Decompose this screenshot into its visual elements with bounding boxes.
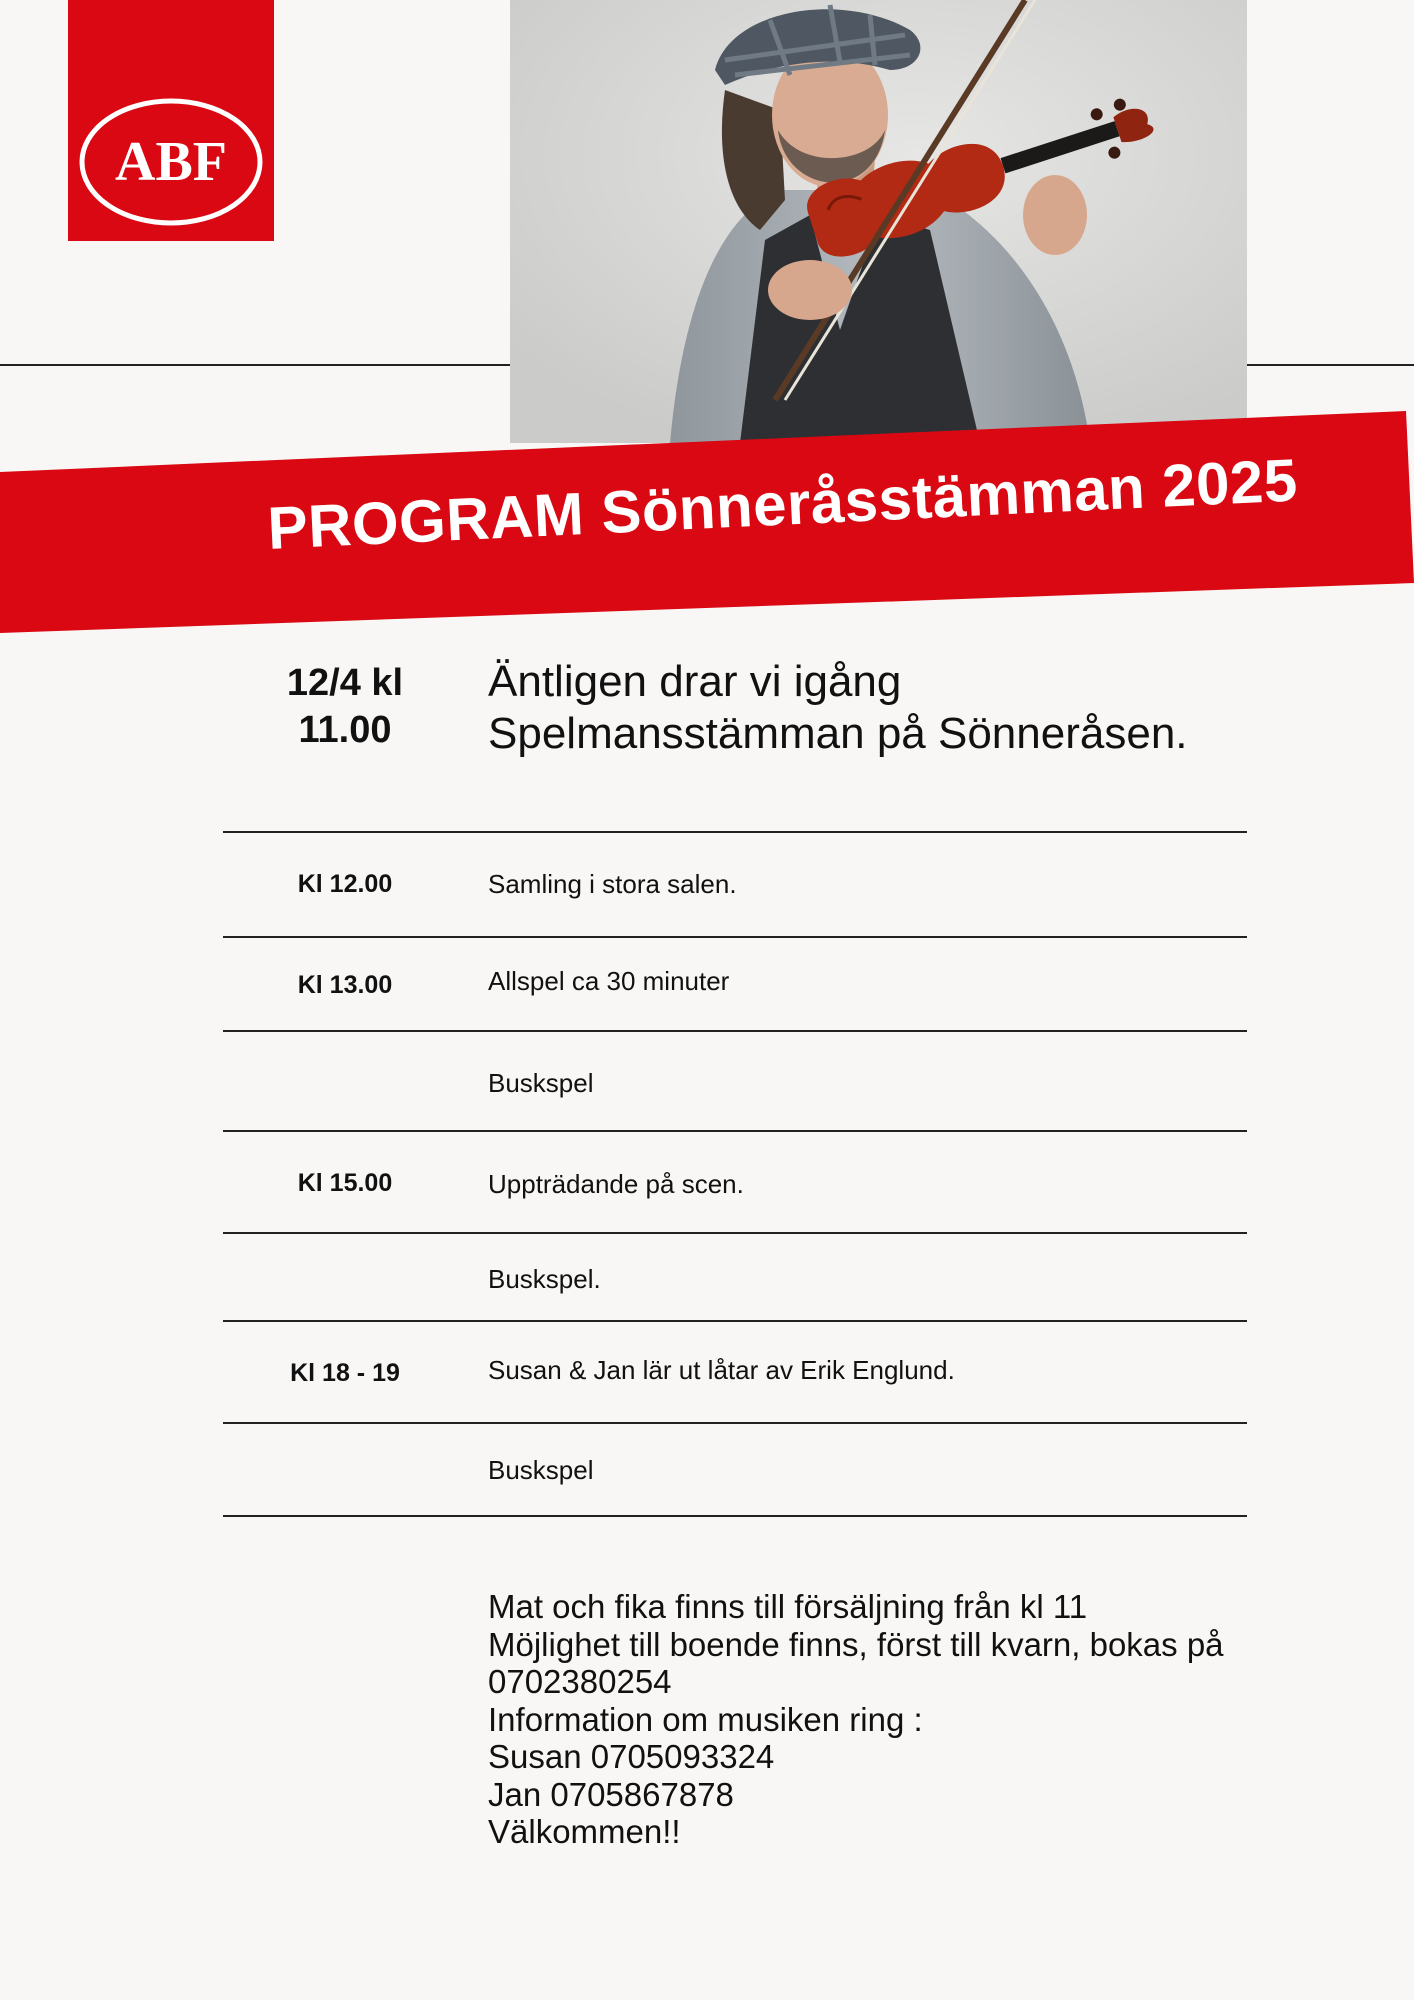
schedule-text: Samling i stora salen. (488, 869, 737, 899)
page-title: PROGRAM Sönneråsstämman 2025 (266, 446, 1300, 562)
table-divider (223, 936, 1247, 938)
table-divider (223, 1515, 1247, 1517)
table-divider (223, 1422, 1247, 1424)
table-divider (223, 831, 1247, 833)
schedule-time: Kl 12.00 (297, 870, 393, 898)
table-divider (223, 1232, 1247, 1234)
footer-info (488, 1588, 1248, 1851)
footer-line: Jan 0705867878 (488, 1775, 734, 1813)
schedule-text: Buskspel (488, 1068, 594, 1098)
intro-headline: Äntligen drar vi igång (488, 657, 902, 706)
schedule-text: Uppträdande på scen. (488, 1169, 744, 1199)
intro-time (250, 660, 440, 754)
table-divider (223, 1130, 1247, 1132)
intro-text (488, 656, 1248, 760)
table-divider (223, 1030, 1247, 1032)
schedule-text: Susan & Jan lär ut låtar av Erik Englund. (488, 1355, 955, 1385)
schedule-text: Allspel ca 30 minuter (488, 966, 730, 996)
footer-line: Mat och fika finns till försäljning från kl 11 (488, 1588, 1088, 1625)
footer-line: Välkommen!! (488, 1813, 681, 1850)
schedule-text: Buskspel (488, 1455, 594, 1485)
title-banner (0, 0, 1414, 640)
footer-line: 0702380254 (488, 1663, 672, 1700)
schedule-time: Kl 18 - 19 (290, 1359, 400, 1387)
footer-line: Information om musiken ring : (488, 1700, 923, 1738)
table-divider (223, 1320, 1247, 1322)
schedule-time: Kl 15.00 (297, 1169, 393, 1197)
schedule-time: Kl 13.00 (297, 971, 393, 999)
abf-logo-text: ABF (115, 131, 227, 193)
intro-subline: Spelmansstämman på Sönneråsen. (488, 709, 1188, 758)
footer-line: Möjlighet till boende finns, först till kvarn, bokas på (488, 1625, 1224, 1663)
footer-line: Susan 0705093324 (488, 1738, 775, 1775)
schedule-text: Buskspel. (488, 1264, 601, 1294)
intro-clock: 11.00 (298, 709, 392, 751)
intro-date: 12/4 kl (286, 662, 404, 704)
